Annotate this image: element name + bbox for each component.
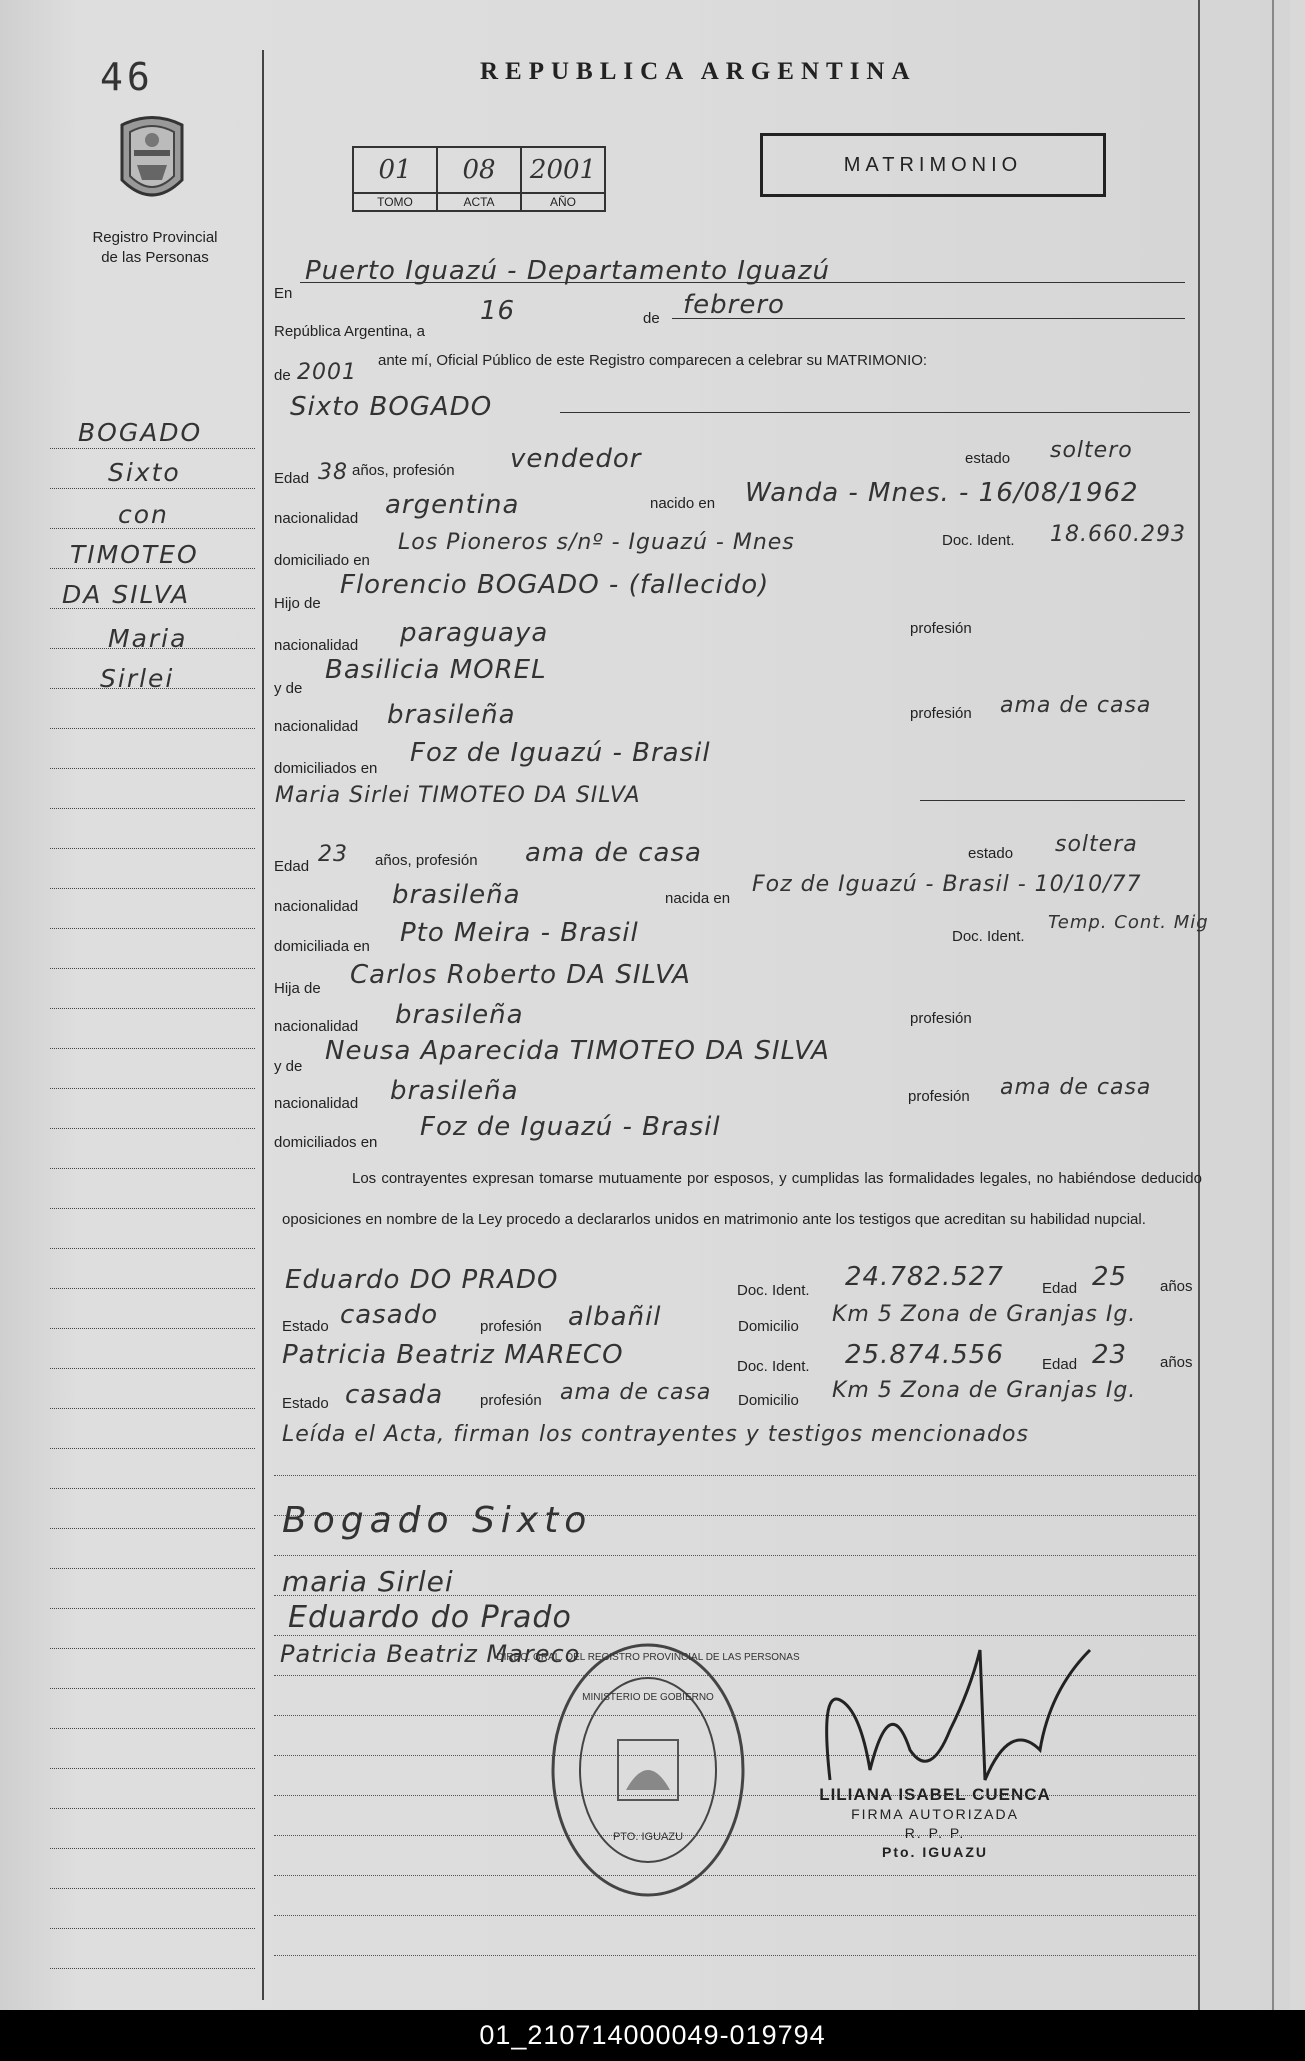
ano-value: 2001 — [521, 147, 605, 193]
margin-ruled-line — [50, 1168, 255, 1169]
margin-ruled-line — [50, 1568, 255, 1569]
margin-ruled-line — [50, 1288, 255, 1289]
witness2-dom-label: Domicilio — [738, 1392, 799, 1409]
registry-label-line2: de las Personas — [101, 249, 209, 266]
groom-parents-dom-label: domiciliados en — [274, 760, 378, 777]
groom-estado-label: estado — [965, 450, 1011, 467]
officer-block — [800, 1785, 1070, 1862]
year-value: 2001 — [297, 360, 357, 385]
margin-ruled-line — [50, 1368, 255, 1369]
bride-father: Carlos Roberto DA SILVA — [350, 960, 691, 990]
officer-role: FIRMA AUTORIZADA — [851, 1806, 1019, 1822]
groom-doc: 18.660.293 — [1050, 522, 1186, 547]
groom-domicile: Los Pioneros s/nº - Iguazú - Mnes — [398, 530, 795, 555]
body-ruled-line — [274, 1915, 1196, 1916]
signature-bride: maria Sirlei — [282, 1565, 454, 1598]
witness2-estado: casada — [345, 1380, 444, 1410]
margin-ruled-line — [50, 1328, 255, 1329]
groom-profession: vendedor — [510, 444, 642, 474]
witness1-edad-label: Edad — [1042, 1280, 1078, 1297]
witness1-anos-label: años — [1160, 1278, 1193, 1295]
witness1-prof-label: profesión — [480, 1318, 542, 1335]
margin-ruled-line — [50, 1928, 255, 1929]
groom-parents-dom: Foz de Iguazú - Brasil — [410, 738, 711, 768]
margin-ruled-line — [50, 1968, 255, 1969]
witness1-estado-label: Estado — [282, 1318, 329, 1335]
right-border-line — [1198, 0, 1200, 2010]
officer-name: LILIANA ISABEL CUENCA — [819, 1785, 1051, 1804]
witness1-domicile: Km 5 Zona de Granjas Ig. — [832, 1302, 1137, 1327]
witness2-profession: ama de casa — [560, 1380, 712, 1405]
reference-table — [352, 146, 606, 212]
acta-label: ACTA — [437, 193, 521, 211]
bride-estado-label: estado — [968, 845, 1014, 862]
margin-divider — [262, 50, 264, 2000]
witness1-profession: albañil — [568, 1302, 662, 1332]
margin-surname-bride-2: DA SILVA — [62, 580, 191, 609]
bride-parents-dom: Foz de Iguazú - Brasil — [420, 1112, 721, 1142]
groom-doc-label: Doc. Ident. — [942, 532, 1015, 549]
groom-father-nat: paraguaya — [400, 618, 549, 648]
margin-ruled-line — [50, 1048, 255, 1049]
bride-name: Maria Sirlei TIMOTEO DA SILVA — [275, 783, 641, 808]
witness1-doc-label: Doc. Ident. — [737, 1282, 810, 1299]
margin-ruled-line — [50, 1208, 255, 1209]
registry-label-line1: Registro Provincial — [92, 229, 218, 246]
place-value: Puerto Iguazú - Departamento Iguazú — [305, 256, 830, 286]
month-value: febrero — [683, 290, 785, 320]
groom-name: Sixto BOGADO — [290, 392, 493, 422]
signature-groom: Bogado Sixto — [282, 1500, 593, 1541]
bride-age: 23 — [318, 842, 348, 867]
groom-nacido-label: nacido en — [650, 495, 716, 512]
margin-ruled-line — [50, 1248, 255, 1249]
body-ruled-line — [274, 1555, 1196, 1556]
witness1-name: Eduardo DO PRADO — [285, 1265, 559, 1295]
witness2-age: 23 — [1092, 1340, 1128, 1370]
republica-label: República Argentina, a — [274, 323, 425, 340]
groom-nationality: argentina — [385, 490, 520, 520]
groom-estado: soltero — [1050, 438, 1133, 463]
country-title: REPUBLICA ARGENTINA — [480, 58, 917, 85]
bride-nacida-label: nacida en — [665, 890, 731, 907]
witness2-domicile: Km 5 Zona de Granjas Ig. — [832, 1378, 1137, 1403]
margin-ruled-line — [50, 1888, 255, 1889]
bride-mother-prof-label: profesión — [908, 1088, 970, 1105]
witness2-anos-label: años — [1160, 1354, 1193, 1371]
tomo-value: 01 — [353, 147, 437, 193]
bride-mother-nac-label: nacionalidad — [274, 1095, 359, 1112]
margin-ruled-line — [50, 888, 255, 889]
year-prefix-label: de — [274, 367, 291, 384]
margin-ruled-line — [50, 1528, 255, 1529]
margin-ruled-line — [50, 1488, 255, 1489]
groom-father: Florencio BOGADO - (fallecido) — [340, 570, 770, 600]
groom-mother-nat: brasileña — [387, 700, 516, 730]
margin-ruled-line — [50, 488, 255, 489]
signature-witness1: Eduardo do Prado — [288, 1600, 572, 1635]
margin-ruled-line — [50, 1128, 255, 1129]
officer-signature-scribble — [800, 1630, 1100, 1800]
groom-father-nac-label: nacionalidad — [274, 637, 359, 654]
margin-ruled-line — [50, 1008, 255, 1009]
page-edge-line — [1272, 0, 1274, 2010]
bride-doc: Temp. Cont. Mig — [1048, 912, 1209, 933]
officer-office: R. P. P. — [904, 1825, 966, 1841]
bride-father-prof-label: profesión — [910, 1010, 972, 1027]
bride-profesion-label: años, profesión — [375, 852, 478, 869]
margin-ruled-line — [50, 1448, 255, 1449]
bride-name-line — [920, 800, 1185, 801]
witness1-doc: 24.782.527 — [845, 1262, 1004, 1292]
witness1-estado: casado — [340, 1300, 439, 1330]
groom-father-label: Hijo de — [274, 595, 321, 612]
margin-surname-groom: BOGADO — [78, 418, 203, 447]
witness2-edad-label: Edad — [1042, 1356, 1078, 1373]
groom-age: 38 — [318, 460, 348, 485]
certificate-type-box: MATRIMONIO — [760, 133, 1106, 197]
witness2-estado-label: Estado — [282, 1395, 329, 1412]
image-id-footer: 01_210714000049-019794 — [0, 2010, 1305, 2061]
groom-profesion-label: años, profesión — [352, 462, 455, 479]
declaration-paragraph: Los contrayentes expresan tomarse mutuamente por esposos, y cumplidas las formalidades legales, no habiéndose deducido oposiciones en nombre de la Ley procedo a declararlos unidos en matrimonio ante los testigos que acreditan su habilidad nupcial. — [282, 1170, 1202, 1228]
witness2-doc: 25.874.556 — [845, 1340, 1004, 1370]
groom-mother: Basilicia MOREL — [325, 655, 547, 685]
witness1-dom-label: Domicilio — [738, 1318, 799, 1335]
bride-born: Foz de Iguazú - Brasil - 10/10/77 — [752, 872, 1142, 897]
margin-ruled-line — [50, 1688, 255, 1689]
bride-nac-label: nacionalidad — [274, 898, 359, 915]
tomo-label: TOMO — [353, 193, 437, 211]
groom-nac-label: nacionalidad — [274, 510, 359, 527]
bride-parents-dom-label: domiciliados en — [274, 1134, 378, 1151]
acta-value: 08 — [437, 147, 521, 193]
bride-father-label: Hija de — [274, 980, 321, 997]
witness2-prof-label: profesión — [480, 1392, 542, 1409]
margin-ruled-line — [50, 1808, 255, 1809]
groom-edad-label: Edad — [274, 470, 310, 487]
bride-mother-nat: brasileña — [390, 1076, 519, 1106]
margin-ruled-line — [50, 968, 255, 969]
month-line — [672, 318, 1185, 319]
margin-ruled-line — [50, 1408, 255, 1409]
margin-given-bride: Maria — [108, 624, 188, 653]
bride-domicile: Pto Meira - Brasil — [400, 918, 639, 948]
margin-ruled-line — [50, 928, 255, 929]
margin-ruled-line — [50, 448, 255, 449]
body-ruled-line — [274, 1955, 1196, 1956]
bride-profession: ama de casa — [525, 838, 702, 868]
margin-given-bride-2: Sirlei — [100, 664, 175, 693]
bride-doc-label: Doc. Ident. — [952, 928, 1025, 945]
margin-ruled-line — [50, 1728, 255, 1729]
groom-name-line — [560, 412, 1190, 413]
groom-father-prof-label: profesión — [910, 620, 972, 637]
bride-father-nac-label: nacionalidad — [274, 1018, 359, 1035]
registry-label — [65, 228, 245, 268]
margin-ruled-line — [50, 728, 255, 729]
folio-number: 46 — [100, 55, 154, 99]
margin-ruled-line — [50, 1768, 255, 1769]
margin-ruled-line — [50, 1648, 255, 1649]
day-value: 16 — [480, 296, 516, 326]
officer-city: Pto. IGUAZU — [882, 1844, 988, 1860]
bride-edad-label: Edad — [274, 858, 310, 875]
margin-ruled-line — [50, 808, 255, 809]
margin-ruled-line — [50, 768, 255, 769]
body-ruled-line — [274, 1475, 1196, 1476]
bride-dom-label: domiciliada en — [274, 938, 370, 955]
seal-bottom-text: PTO. IGUAZU — [612, 1831, 684, 1843]
de-label: de — [643, 310, 660, 327]
provincial-crest-icon — [112, 110, 192, 210]
bride-mother-label: y de — [274, 1058, 303, 1075]
bride-mother: Neusa Aparecida TIMOTEO DA SILVA — [325, 1036, 830, 1066]
signature-witness2: Patricia Beatriz Mareco — [280, 1640, 581, 1668]
witness1-age: 25 — [1092, 1262, 1128, 1292]
seal-inner-text: MINISTERIO DE GOBIERNO — [582, 1692, 714, 1703]
bride-mother-prof: ama de casa — [1000, 1075, 1152, 1100]
bride-nationality: brasileña — [392, 880, 521, 910]
groom-born: Wanda - Mnes. - 16/08/1962 — [745, 478, 1139, 508]
closing-statement: Leída el Acta, firman los contrayentes y testigos mencionados — [282, 1422, 1029, 1447]
margin-ruled-line — [50, 1848, 255, 1849]
intro-statement: ante mí, Oficial Público de este Registro comparecen a celebrar su MATRIMONIO: — [378, 352, 928, 369]
margin-con: con — [118, 500, 169, 529]
groom-mother-label: y de — [274, 680, 303, 697]
margin-ruled-line — [50, 848, 255, 849]
margin-ruled-line — [50, 1088, 255, 1089]
bride-father-nat: brasileña — [395, 1000, 524, 1030]
groom-mother-prof-label: profesión — [910, 705, 972, 722]
bride-estado: soltera — [1055, 832, 1138, 857]
witness2-name: Patricia Beatriz MARECO — [282, 1340, 624, 1370]
seal-outer-text: DIREC. GRAL. DEL REGISTRO PROVINCIAL DE LAS PERSONAS — [496, 1652, 800, 1663]
ano-label: AÑO — [521, 193, 605, 211]
groom-mother-nac-label: nacionalidad — [274, 718, 359, 735]
official-seal-stamp — [496, 1640, 800, 1900]
en-label: En — [274, 285, 293, 302]
margin-given-groom: Sixto — [108, 458, 181, 487]
groom-dom-label: domiciliado en — [274, 552, 370, 569]
margin-ruled-line — [50, 1608, 255, 1609]
witness2-doc-label: Doc. Ident. — [737, 1358, 810, 1375]
place-line — [300, 282, 1185, 283]
margin-surname-bride: TIMOTEO — [70, 540, 199, 569]
groom-mother-prof: ama de casa — [1000, 693, 1152, 718]
